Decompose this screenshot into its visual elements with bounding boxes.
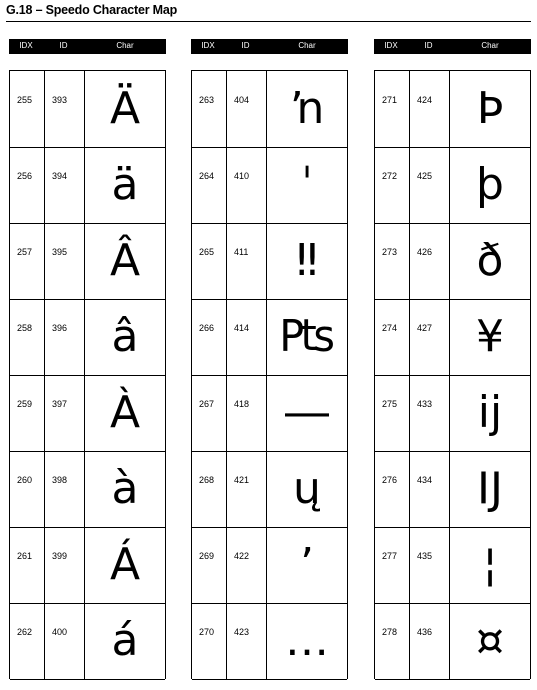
char-glyph: Á bbox=[109, 539, 141, 590]
table-body bbox=[191, 70, 348, 679]
id-cell bbox=[45, 451, 85, 527]
id-cell bbox=[410, 147, 450, 223]
idx-value: 258 bbox=[17, 323, 33, 333]
char-cell bbox=[450, 375, 530, 451]
idx-cell bbox=[192, 299, 227, 375]
id-cell bbox=[410, 451, 450, 527]
id-value: 422 bbox=[234, 551, 250, 561]
char-cell bbox=[450, 527, 530, 603]
id-value: 423 bbox=[234, 627, 250, 637]
idx-value: 257 bbox=[17, 247, 33, 257]
id-cell bbox=[410, 527, 450, 603]
idx-value: 265 bbox=[199, 247, 215, 257]
char-cell bbox=[85, 375, 165, 451]
idx-cell bbox=[10, 299, 45, 375]
char-cell bbox=[85, 223, 165, 299]
char-cell bbox=[450, 71, 530, 147]
header-id: ID bbox=[241, 41, 250, 50]
id-cell bbox=[45, 299, 85, 375]
idx-value: 256 bbox=[17, 171, 33, 181]
idx-cell bbox=[10, 451, 45, 527]
id-value: 400 bbox=[52, 627, 68, 637]
idx-value: 267 bbox=[199, 399, 215, 409]
idx-value: 255 bbox=[17, 95, 33, 105]
header-id: ID bbox=[59, 41, 68, 50]
id-cell bbox=[227, 71, 267, 147]
char-glyph: ¦ bbox=[482, 539, 498, 590]
id-value: 424 bbox=[417, 95, 433, 105]
char-cell bbox=[450, 603, 530, 679]
idx-cell bbox=[375, 527, 410, 603]
title-rule bbox=[6, 21, 531, 22]
id-cell bbox=[227, 603, 267, 679]
char-glyph: Â bbox=[109, 235, 141, 286]
char-glyph: á bbox=[111, 615, 139, 666]
id-cell bbox=[410, 223, 450, 299]
header-char: Char bbox=[481, 41, 499, 50]
char-glyph: ų bbox=[293, 463, 321, 514]
table-body bbox=[9, 70, 166, 679]
char-glyph: ₧ bbox=[279, 311, 335, 362]
idx-value: 277 bbox=[382, 551, 398, 561]
id-value: 397 bbox=[52, 399, 68, 409]
table-header bbox=[191, 39, 348, 54]
header-char: Char bbox=[116, 41, 134, 50]
id-cell bbox=[227, 451, 267, 527]
idx-value: 278 bbox=[382, 627, 398, 637]
idx-value: 264 bbox=[199, 171, 215, 181]
table-row bbox=[375, 299, 530, 376]
table-row bbox=[375, 527, 530, 604]
idx-value: 260 bbox=[17, 475, 33, 485]
char-cell bbox=[267, 71, 347, 147]
id-value: 398 bbox=[52, 475, 68, 485]
char-cell bbox=[450, 147, 530, 223]
id-value: 394 bbox=[52, 171, 68, 181]
table-row bbox=[10, 451, 165, 528]
idx-value: 271 bbox=[382, 95, 398, 105]
char-glyph: à bbox=[111, 463, 139, 514]
idx-cell bbox=[375, 147, 410, 223]
table-row bbox=[375, 223, 530, 300]
table-row bbox=[10, 147, 165, 224]
char-cell bbox=[450, 299, 530, 375]
idx-value: 261 bbox=[17, 551, 33, 561]
id-value: 393 bbox=[52, 95, 68, 105]
idx-cell bbox=[10, 223, 45, 299]
idx-value: 262 bbox=[17, 627, 33, 637]
table-row bbox=[192, 299, 347, 376]
char-glyph: ĳ bbox=[477, 387, 503, 438]
idx-cell bbox=[10, 375, 45, 451]
char-glyph: ˈ bbox=[300, 159, 314, 210]
table-row bbox=[192, 451, 347, 528]
idx-value: 273 bbox=[382, 247, 398, 257]
id-value: 436 bbox=[417, 627, 433, 637]
idx-cell bbox=[192, 527, 227, 603]
id-cell bbox=[45, 71, 85, 147]
header-idx: IDX bbox=[384, 41, 398, 50]
char-glyph: ¥ bbox=[476, 311, 504, 362]
char-cell bbox=[450, 223, 530, 299]
id-cell bbox=[410, 71, 450, 147]
idx-cell bbox=[192, 71, 227, 147]
idx-value: 275 bbox=[382, 399, 398, 409]
idx-value: 272 bbox=[382, 171, 398, 181]
idx-value: 263 bbox=[199, 95, 215, 105]
idx-cell bbox=[192, 147, 227, 223]
table-row bbox=[10, 527, 165, 604]
header-char: Char bbox=[298, 41, 316, 50]
idx-cell bbox=[375, 71, 410, 147]
table-row bbox=[10, 603, 165, 680]
table-row bbox=[192, 527, 347, 604]
char-cell bbox=[267, 451, 347, 527]
id-value: 418 bbox=[234, 399, 250, 409]
id-value: 433 bbox=[417, 399, 433, 409]
char-glyph: Þ bbox=[476, 83, 504, 134]
id-cell bbox=[227, 527, 267, 603]
id-cell bbox=[227, 223, 267, 299]
table-body bbox=[374, 70, 531, 679]
idx-cell bbox=[192, 375, 227, 451]
id-cell bbox=[45, 527, 85, 603]
char-glyph: Ĳ bbox=[477, 463, 503, 514]
table-row bbox=[10, 375, 165, 452]
idx-value: 269 bbox=[199, 551, 215, 561]
id-value: 435 bbox=[417, 551, 433, 561]
idx-cell bbox=[10, 71, 45, 147]
id-cell bbox=[45, 375, 85, 451]
table-header bbox=[9, 39, 166, 54]
idx-cell bbox=[192, 603, 227, 679]
idx-value: 259 bbox=[17, 399, 33, 409]
char-glyph: ð bbox=[476, 235, 504, 286]
char-glyph: þ bbox=[476, 159, 504, 210]
idx-cell bbox=[10, 527, 45, 603]
id-value: 434 bbox=[417, 475, 433, 485]
id-value: 399 bbox=[52, 551, 68, 561]
id-value: 425 bbox=[417, 171, 433, 181]
id-cell bbox=[410, 375, 450, 451]
char-cell bbox=[267, 603, 347, 679]
idx-value: 276 bbox=[382, 475, 398, 485]
id-cell bbox=[410, 299, 450, 375]
page-title: G.18 – Speedo Character Map bbox=[6, 3, 178, 17]
char-glyph: ¤ bbox=[476, 615, 504, 666]
table-row bbox=[192, 71, 347, 148]
id-value: 410 bbox=[234, 171, 250, 181]
char-glyph: Ä bbox=[109, 83, 141, 134]
id-cell bbox=[45, 147, 85, 223]
idx-cell bbox=[375, 603, 410, 679]
table-row bbox=[192, 223, 347, 300]
id-value: 414 bbox=[234, 323, 250, 333]
char-glyph: â bbox=[111, 311, 139, 362]
table-row bbox=[375, 147, 530, 224]
idx-cell bbox=[192, 223, 227, 299]
idx-cell bbox=[375, 223, 410, 299]
id-cell bbox=[227, 375, 267, 451]
char-glyph: ä bbox=[111, 159, 139, 210]
char-cell bbox=[85, 71, 165, 147]
char-cell bbox=[267, 527, 347, 603]
header-id: ID bbox=[424, 41, 433, 50]
idx-value: 266 bbox=[199, 323, 215, 333]
idx-cell bbox=[375, 299, 410, 375]
table-row bbox=[375, 375, 530, 452]
char-cell bbox=[85, 147, 165, 223]
table-row bbox=[192, 603, 347, 680]
char-cell bbox=[267, 223, 347, 299]
idx-cell bbox=[10, 147, 45, 223]
char-cell bbox=[267, 375, 347, 451]
id-value: 421 bbox=[234, 475, 250, 485]
id-cell bbox=[227, 299, 267, 375]
idx-cell bbox=[192, 451, 227, 527]
table-header bbox=[374, 39, 531, 54]
table-row bbox=[10, 299, 165, 376]
char-cell bbox=[450, 451, 530, 527]
char-cell bbox=[267, 147, 347, 223]
char-cell bbox=[85, 603, 165, 679]
idx-cell bbox=[10, 603, 45, 679]
table-row bbox=[375, 451, 530, 528]
idx-cell bbox=[375, 451, 410, 527]
id-value: 411 bbox=[234, 247, 249, 257]
id-cell bbox=[45, 603, 85, 679]
idx-value: 274 bbox=[382, 323, 398, 333]
id-value: 427 bbox=[417, 323, 433, 333]
id-value: 404 bbox=[234, 95, 250, 105]
table-row bbox=[375, 71, 530, 148]
id-value: 426 bbox=[417, 247, 433, 257]
table-row bbox=[10, 223, 165, 300]
char-glyph: ’ bbox=[300, 539, 314, 590]
char-glyph: … bbox=[285, 615, 329, 666]
idx-value: 270 bbox=[199, 627, 215, 637]
header-idx: IDX bbox=[19, 41, 33, 50]
id-value: 395 bbox=[52, 247, 68, 257]
char-glyph: ŉ bbox=[289, 83, 325, 134]
id-cell bbox=[227, 147, 267, 223]
table-row bbox=[10, 71, 165, 148]
char-glyph: À bbox=[109, 387, 141, 438]
id-value: 396 bbox=[52, 323, 68, 333]
idx-cell bbox=[375, 375, 410, 451]
idx-value: 268 bbox=[199, 475, 215, 485]
char-cell bbox=[85, 299, 165, 375]
table-row bbox=[192, 147, 347, 224]
header-idx: IDX bbox=[201, 41, 215, 50]
id-cell bbox=[45, 223, 85, 299]
table-row bbox=[192, 375, 347, 452]
char-glyph: ― bbox=[285, 387, 329, 438]
table-row bbox=[375, 603, 530, 680]
char-cell bbox=[85, 527, 165, 603]
char-cell bbox=[85, 451, 165, 527]
id-cell bbox=[410, 603, 450, 679]
char-cell bbox=[267, 299, 347, 375]
char-glyph: ‼ bbox=[296, 235, 318, 286]
